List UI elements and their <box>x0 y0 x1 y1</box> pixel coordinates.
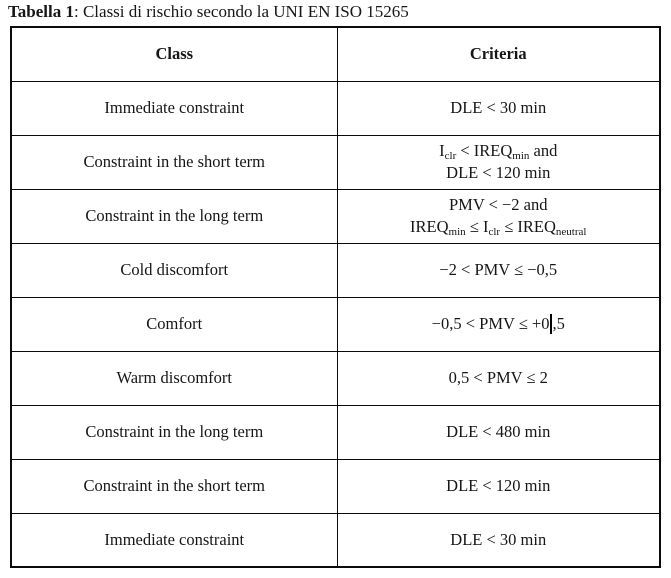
class-cell: Immediate constraint <box>11 81 337 135</box>
table-row <box>11 459 660 513</box>
criteria-line: $I_{clr}$ < $IREQ_{min}$ and <box>439 141 558 163</box>
criteria-cell <box>337 351 660 405</box>
criteria-line: $IREQ_{min} \le I_{clr}$ ≤ $IREQ_{neutral}$ <box>410 217 587 238</box>
table-row <box>11 513 660 567</box>
criteria-cell <box>337 297 660 351</box>
criteria-cell <box>337 81 660 135</box>
table-caption-text: : Classi di rischio secondo la UNI EN ISO 15265 <box>73 2 409 21</box>
table-row <box>11 351 660 405</box>
text-cursor <box>550 314 552 334</box>
criteria-line: DLE < 480 min <box>446 422 551 442</box>
class-cell: Immediate constraint <box>11 513 337 567</box>
table-row <box>11 189 660 243</box>
criteria-line: −0,5 < PMV ≤ +0 ,5 <box>431 314 565 334</box>
class-cell: Cold discomfort <box>11 243 337 297</box>
class-cell: Constraint in the long term <box>11 405 337 459</box>
table-row <box>11 243 660 297</box>
subscript: min <box>512 150 530 163</box>
class-cell: Warm discomfort <box>11 351 337 405</box>
criteria-line: DLE < 120 min <box>446 163 551 182</box>
criteria-cell <box>337 459 660 513</box>
subscript: clr <box>444 150 457 163</box>
criteria-cell <box>337 189 660 243</box>
criteria-line: DLE < 30 min <box>450 98 547 118</box>
risk-class-table <box>10 26 661 568</box>
table-row <box>11 81 660 135</box>
subscript: min <box>448 226 466 238</box>
class-cell: Constraint in the short term <box>11 459 337 513</box>
subscript: neutral <box>555 226 587 238</box>
criteria-cell <box>337 243 660 297</box>
table-row <box>11 135 660 189</box>
table-caption <box>8 2 409 22</box>
table-caption-number: Tabella 1 <box>8 2 74 21</box>
criteria-cell <box>337 405 660 459</box>
table-row <box>11 405 660 459</box>
criteria-line: PMV < −2 and <box>448 195 548 215</box>
criteria-line: DLE < 30 min <box>450 529 547 549</box>
criteria-line: 0,5 < PMV ≤ 2 <box>448 368 548 388</box>
column-header-class: Class <box>11 27 337 81</box>
criteria-cell <box>337 135 660 189</box>
class-cell: Constraint in the long term <box>11 189 337 243</box>
class-cell: Constraint in the short term <box>11 135 337 189</box>
criteria-line: DLE < 120 min <box>446 476 551 496</box>
criteria-cell <box>337 513 660 567</box>
table-row <box>11 297 660 351</box>
subscript: clr <box>488 226 501 238</box>
column-header-criteria: Criteria <box>337 27 660 81</box>
class-cell: Comfort <box>11 297 337 351</box>
header-row <box>11 27 660 81</box>
criteria-line: −2 < PMV ≤ −0,5 <box>439 260 558 280</box>
